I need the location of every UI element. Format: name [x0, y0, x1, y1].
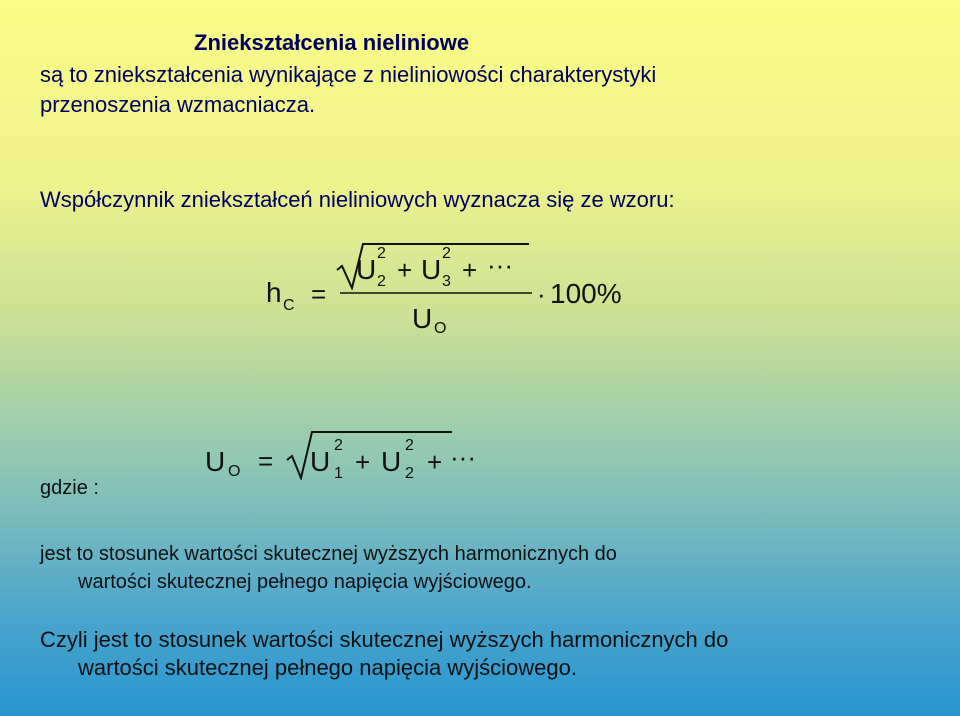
formula2-u: U — [205, 446, 226, 477]
formula2-u1-sup: 2 — [334, 437, 343, 454]
formula1-percent: 100% — [550, 278, 622, 309]
formula1-u2-sup: 2 — [377, 245, 386, 262]
formula2-u2-sup: 2 — [405, 437, 414, 454]
formula1-multiply: · — [537, 279, 546, 309]
formula2-equals: = — [258, 446, 274, 476]
formula1-h: h — [266, 277, 282, 308]
formula1-dots: ··· — [487, 250, 513, 280]
where-label: gdzie : — [40, 477, 99, 499]
formula1-plus-1: + — [397, 255, 413, 285]
formula2-dots: ··· — [450, 442, 476, 472]
formula2-plus-1: + — [355, 447, 371, 477]
formula2-u-sub: O — [228, 463, 241, 480]
formula1-equals: = — [311, 279, 327, 309]
formula2-u2-sub: 2 — [405, 465, 414, 482]
formula2-plus-2: + — [427, 447, 443, 477]
definition-text — [40, 60, 656, 120]
summary-text — [40, 626, 728, 682]
formula2-u1-sub: 1 — [334, 465, 343, 482]
formula1-denominator-u: U — [412, 303, 433, 334]
formula1-denominator-sub: O — [434, 320, 447, 337]
definition-line-2: przenoszenia wzmacniacza. — [40, 92, 316, 117]
summary-line-1: Czyli jest to stosunek wartości skutecznej wyższych harmonicznych do — [40, 627, 729, 652]
formula1-u3-sup: 2 — [442, 245, 451, 262]
formula1-fraction-bar — [340, 291, 540, 295]
explanation-line-2: wartości skutecznej pełnego napięcia wyjściowego. — [78, 571, 532, 593]
coefficient-intro: Współczynnik zniekształceń nieliniowych wyznacza się ze wzoru: — [40, 187, 675, 212]
summary-line-2: wartości skutecznej pełnego napięcia wyjściowego. — [78, 655, 577, 680]
formula1-u3-sub: 3 — [442, 273, 451, 290]
formula2-u2: U — [381, 446, 402, 477]
explanation-line-1: jest to stosunek wartości skutecznej wyższych harmonicznych do — [40, 543, 617, 565]
slide-title: Zniekształcenia nieliniowe — [194, 30, 470, 55]
definition-line-1: są to zniekształcenia wynikające z nieliniowości charakterystyki — [40, 62, 657, 87]
formula1-plus-2: + — [462, 255, 478, 285]
formula1-u3: U — [421, 254, 442, 285]
formula2-u1: U — [310, 446, 331, 477]
formula1-h-sub: C — [283, 297, 295, 314]
formula1-u2: U — [356, 254, 377, 285]
formula1-u2-sub: 2 — [377, 273, 386, 290]
explanation-text — [40, 540, 617, 596]
